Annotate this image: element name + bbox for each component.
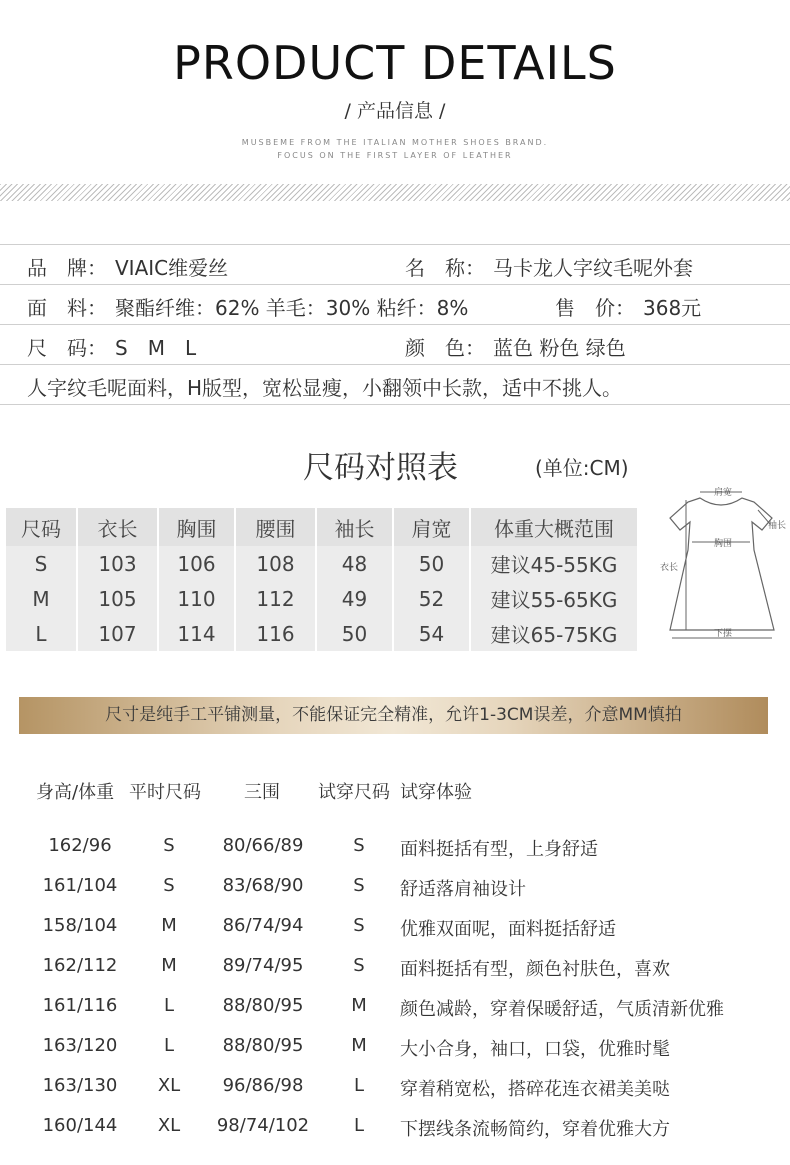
table-cell: 114	[159, 616, 236, 651]
diagram-label-length: 衣长	[660, 563, 679, 573]
header-cell: 袖长	[317, 508, 394, 546]
color-label: 颜 色：	[405, 336, 485, 360]
price-label: 售 价：	[555, 296, 635, 320]
header-cell: 尺码	[6, 508, 78, 546]
header-cell: 肩宽	[394, 508, 471, 546]
product-description: 人字纹毛呢面料，H版型，宽松显瘦，小翻领中长款，适中不挑人。	[27, 376, 623, 400]
fit-height-weight: 158/104	[42, 915, 118, 936]
header-cell: 衣长	[78, 508, 159, 546]
fit-tried-size: L	[353, 1075, 365, 1096]
info-row-description	[0, 364, 790, 404]
list-item	[0, 955, 790, 995]
table-cell: S	[6, 546, 78, 581]
table-cell: 50	[394, 546, 471, 581]
fit-tried-size: L	[353, 1115, 365, 1136]
fit-usual-size: L	[163, 1035, 175, 1056]
table-cell: 107	[78, 616, 159, 651]
page-subtitle: / 产品信息 /	[344, 100, 446, 122]
table-cell: 建议45-55KG	[471, 546, 639, 581]
fit-experience: 面料挺括有型，上身舒适	[400, 839, 598, 860]
fit-height-weight: 163/130	[42, 1075, 118, 1096]
list-item	[0, 1075, 790, 1115]
diagram-label-sleeve: 袖长	[768, 521, 787, 531]
table-cell: 52	[394, 581, 471, 616]
table-cell: 105	[78, 581, 159, 616]
fit-tried-size: S	[353, 835, 365, 856]
table-cell: 48	[317, 546, 394, 581]
list-item	[0, 1115, 790, 1155]
hatched-divider	[0, 184, 790, 201]
fit-header-usual-size: 平时尺码	[129, 782, 201, 803]
fit-tried-size: S	[353, 955, 365, 976]
header-cell: 腰围	[236, 508, 317, 546]
info-row-fabric	[0, 284, 790, 324]
fit-height-weight: 160/144	[42, 1115, 118, 1136]
fit-usual-size: XL	[157, 1075, 181, 1096]
table-cell: 110	[159, 581, 236, 616]
list-item	[0, 1035, 790, 1075]
fit-experience: 优雅双面呢，面料挺括舒适	[400, 919, 616, 940]
table-cell: 49	[317, 581, 394, 616]
table-cell: 50	[317, 616, 394, 651]
fit-header-measurements: 三围	[244, 782, 280, 803]
fabric-label: 面 料：	[27, 296, 107, 320]
name-value: 马卡龙人字纹毛呢外套	[493, 256, 693, 280]
list-item	[0, 835, 790, 875]
brand-tagline-secondary: FOCUS ON THE FIRST LAYER OF LEATHER	[277, 151, 513, 160]
page-title: PRODUCT DETAILS	[173, 36, 617, 90]
fit-measurements: 89/74/95	[222, 955, 304, 976]
info-row-size	[0, 324, 790, 364]
fit-header-experience: 试穿体验	[400, 782, 472, 803]
fit-usual-size: M	[161, 915, 177, 936]
fit-header-height-weight: 身高/体重	[36, 782, 115, 803]
fit-experience: 大小合身，袖口，口袋，优雅时髦	[400, 1039, 670, 1060]
fit-height-weight: 162/112	[42, 955, 118, 976]
table-cell: 103	[78, 546, 159, 581]
fit-height-weight: 161/116	[42, 995, 118, 1016]
fit-experience: 面料挺括有型，颜色衬肤色，喜欢	[400, 959, 670, 980]
table-row	[6, 616, 639, 651]
fit-measurements: 98/74/102	[216, 1115, 310, 1136]
table-cell: 112	[236, 581, 317, 616]
fit-header-tried-size: 试穿尺码	[318, 782, 390, 803]
measurement-notice: 尺寸是纯手工平铺测量，不能保证完全精准，允许1-3CM误差，介意MM慎拍	[19, 697, 768, 734]
color-value: 蓝色 粉色 绿色	[493, 336, 626, 360]
price-value: 368元	[643, 296, 702, 320]
table-cell: M	[6, 581, 78, 616]
fit-experience: 颜色减龄，穿着保暖舒适，气质清新优雅	[400, 999, 724, 1020]
size-label: 尺 码：	[27, 336, 107, 360]
fabric-value: 聚酯纤维：62% 羊毛：30% 粘纤：8%	[115, 296, 469, 320]
divider	[0, 404, 790, 405]
brand-tagline: MUSBEME FROM THE ITALIAN MOTHER SHOES BRAND.	[241, 138, 549, 147]
fit-usual-size: M	[161, 955, 177, 976]
fit-height-weight: 163/120	[42, 1035, 118, 1056]
list-item	[0, 915, 790, 955]
header-cell: 体重大概范围	[471, 508, 639, 546]
table-cell: 116	[236, 616, 317, 651]
fit-usual-size: L	[163, 995, 175, 1016]
fit-experience: 舒适落肩袖设计	[400, 879, 526, 900]
table-cell: 54	[394, 616, 471, 651]
size-table	[6, 508, 639, 651]
table-row	[6, 546, 639, 581]
brand-value: VIAIC维爱丝	[115, 256, 229, 280]
table-cell: 108	[236, 546, 317, 581]
fit-usual-size: XL	[157, 1115, 181, 1136]
fit-measurements: 83/68/90	[222, 875, 304, 896]
fit-height-weight: 162/96	[48, 835, 112, 856]
table-row	[6, 581, 639, 616]
fit-experience: 下摆线条流畅简约，穿着优雅大方	[400, 1119, 670, 1140]
fit-experience: 穿着稍宽松，搭碎花连衣裙美美哒	[400, 1079, 670, 1100]
fit-measurements: 88/80/95	[222, 1035, 304, 1056]
fit-tried-size: M	[351, 995, 367, 1016]
brand-label: 品 牌：	[27, 256, 107, 280]
fit-measurements: 88/80/95	[222, 995, 304, 1016]
fit-measurements: 96/86/98	[222, 1075, 304, 1096]
fit-tried-size: S	[353, 915, 365, 936]
fit-usual-size: S	[163, 875, 175, 896]
fit-height-weight: 161/104	[42, 875, 118, 896]
garment-diagram	[648, 480, 788, 650]
size-chart-unit: (单位:CM)	[535, 456, 629, 480]
table-cell: 106	[159, 546, 236, 581]
diagram-label-shoulder: 肩宽	[714, 488, 733, 498]
list-item	[0, 995, 790, 1035]
info-row-brand	[0, 244, 790, 284]
size-value: S M L	[115, 336, 197, 360]
table-cell: L	[6, 616, 78, 651]
table-cell: 建议65-75KG	[471, 616, 639, 651]
size-chart-title: 尺码对照表	[303, 450, 458, 486]
fit-measurements: 86/74/94	[222, 915, 304, 936]
diagram-label-hem: 下摆	[714, 629, 733, 639]
fit-measurements: 80/66/89	[222, 835, 304, 856]
diagram-label-chest: 胸围	[714, 539, 733, 549]
size-table-header	[6, 508, 639, 546]
header-cell: 胸围	[159, 508, 236, 546]
fit-usual-size: S	[163, 835, 175, 856]
fit-tried-size: M	[351, 1035, 367, 1056]
name-label: 名 称：	[405, 256, 485, 280]
table-cell: 建议55-65KG	[471, 581, 639, 616]
list-item	[0, 875, 790, 915]
fit-tried-size: S	[353, 875, 365, 896]
